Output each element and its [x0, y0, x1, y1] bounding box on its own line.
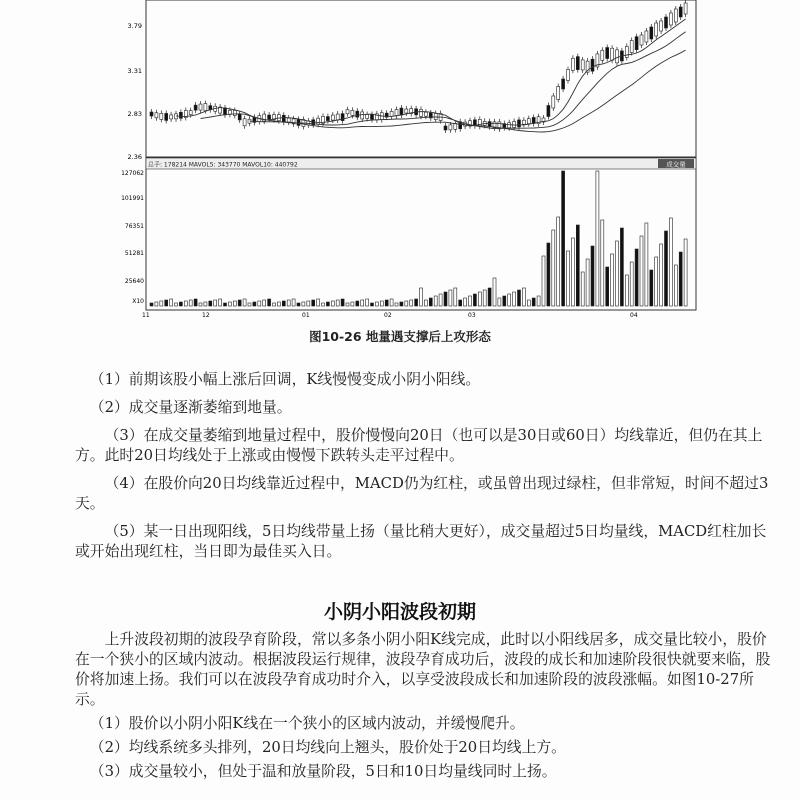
- price-tick-label: 2.36: [127, 153, 142, 161]
- candle: [571, 58, 574, 70]
- volume-bar: [596, 171, 599, 306]
- candle: [557, 87, 560, 100]
- candle: [547, 106, 550, 117]
- candle: [204, 104, 207, 111]
- candle: [611, 48, 614, 60]
- volume-bar: [248, 303, 251, 306]
- candle: [400, 108, 403, 115]
- candle: [268, 115, 271, 119]
- volume-bar: [469, 296, 472, 306]
- body-paragraph: 上升波段初期的波段孕育阶段，常以多条小阴小阳K线完成，此时以小阳线居多，成交量比较小，股价在一个狭小的区域内波动。根据波段运行规律，波段孕育成功后，波段的成长和加速阶段很快就要来临，股价将加速上扬。我们可以在波段孕育成功时介入，以享受波段成长和加速阶段的波段涨幅。如图10-27所示。: [75, 631, 771, 708]
- volume-bar: [336, 300, 339, 306]
- volume-tick-label: X10: [132, 298, 144, 305]
- list-item: （3）成交量较小，但处于温和放量阶段，5日和10日均量线同时上扬。: [89, 763, 557, 780]
- volume-bar: [224, 303, 227, 306]
- volume-bar: [253, 302, 256, 306]
- date-tick-label: 11: [142, 312, 150, 319]
- volume-bar: [258, 301, 261, 306]
- volume-bar: [459, 300, 462, 306]
- volume-bar: [674, 265, 677, 306]
- volume-bar: [527, 300, 530, 306]
- volume-bar: [630, 262, 633, 306]
- candle: [581, 60, 584, 70]
- volume-bar: [616, 241, 619, 306]
- volume-bar: [233, 301, 236, 306]
- volume-bar: [571, 238, 574, 306]
- volume-bar: [415, 299, 418, 306]
- candle: [444, 126, 447, 130]
- stock-chart-figure: [118, 0, 708, 320]
- volume-bar: [189, 300, 192, 306]
- section-heading: 小阴小阳波段初期: [323, 601, 476, 623]
- candle: [640, 35, 643, 45]
- volume-bar: [268, 299, 271, 306]
- volume-bar: [273, 303, 276, 306]
- candlestick-series: [150, 0, 687, 133]
- candle: [224, 108, 227, 115]
- list-item: （2）成交量逐渐萎缩到地量。: [89, 399, 292, 416]
- candle: [645, 31, 648, 42]
- candle: [660, 21, 663, 31]
- volume-bar: [155, 302, 158, 306]
- volume-bar: [356, 301, 359, 306]
- candle: [576, 57, 579, 70]
- volume-bar: [503, 296, 506, 306]
- candle: [488, 122, 491, 127]
- date-tick-label: 04: [630, 312, 638, 319]
- list-item: （2）均线系统多头排列，20日均线向上翘头，股价处于20日均线上方。: [89, 739, 566, 756]
- volume-bar: [238, 300, 241, 306]
- volume-bar: [165, 300, 168, 306]
- list-item: （1）前期该股小幅上涨后回调，K线慢慢变成小阴小阳线。: [89, 371, 481, 388]
- volume-bar: [464, 298, 467, 306]
- volume-bar: [307, 301, 310, 306]
- candle: [434, 113, 437, 119]
- volume-bar: [522, 288, 525, 306]
- candle: [361, 112, 364, 119]
- candle: [336, 114, 339, 120]
- volume-bar: [292, 299, 295, 306]
- candle: [189, 111, 192, 115]
- candle: [326, 117, 329, 121]
- volume-bar: [199, 303, 202, 306]
- volume-bar: [194, 299, 197, 306]
- volume-bar: [498, 298, 501, 306]
- volume-bar: [562, 171, 565, 306]
- volume-bar: [263, 300, 266, 306]
- volume-bar: [219, 299, 222, 306]
- candle: [155, 113, 158, 118]
- volume-bar: [537, 296, 540, 306]
- candle: [331, 115, 334, 120]
- volume-bar: [351, 302, 354, 306]
- volume-tick-label: 25640: [124, 278, 144, 285]
- volume-bar: [591, 246, 594, 306]
- volume-bar: [483, 290, 486, 306]
- volume-bar: [488, 288, 491, 306]
- candle: [424, 112, 427, 116]
- candle: [650, 27, 653, 39]
- volume-bar: [434, 296, 437, 306]
- list-item: （1）股价以小阴小阳K线在一个狭小的区域内波动，并缓慢爬升。: [89, 715, 525, 732]
- volume-bar: [552, 230, 555, 306]
- volume-bar: [645, 223, 648, 306]
- volume-bar: [532, 298, 535, 306]
- volume-bar: [341, 299, 344, 306]
- volume-tick-label: 101991: [121, 195, 144, 202]
- volume-bar: [576, 225, 579, 306]
- volume-bar: [586, 259, 589, 306]
- candle: [532, 117, 535, 123]
- volume-bar: [312, 300, 315, 306]
- volume-bar: [429, 298, 432, 306]
- candle: [679, 7, 682, 17]
- candle: [238, 114, 241, 120]
- candle: [233, 110, 236, 115]
- volume-bar: [424, 300, 427, 306]
- volume-bar: [660, 244, 663, 306]
- candle: [616, 50, 619, 63]
- volume-bar: [302, 302, 305, 306]
- volume-bar: [277, 302, 280, 306]
- volume-bar: [317, 299, 320, 306]
- price-tick-label: 3.31: [127, 67, 142, 75]
- volume-bar: [297, 303, 300, 306]
- volume-tick-label: 51281: [124, 250, 144, 257]
- section1-list: [75, 370, 777, 570]
- volume-bar: [611, 254, 614, 306]
- volume-bar: [385, 300, 388, 306]
- volume-bar: [478, 292, 481, 306]
- candle: [395, 110, 398, 116]
- volume-bar: [449, 290, 452, 306]
- volume-bar: [400, 302, 403, 306]
- volume-bar: [620, 228, 623, 306]
- volume-tick-label: 127062: [121, 170, 144, 177]
- volume-bar: [513, 292, 516, 306]
- candle: [371, 114, 374, 119]
- candle: [518, 120, 521, 127]
- volume-bar: [282, 301, 285, 306]
- candle: [199, 104, 202, 110]
- candle: [150, 112, 153, 116]
- volume-bar: [655, 257, 658, 306]
- volume-bar: [547, 243, 550, 306]
- volume-bar: [179, 302, 182, 306]
- candle: [243, 119, 246, 126]
- candle: [684, 3, 687, 14]
- price-tick-label: 2.83: [127, 110, 142, 118]
- volume-bar: [209, 301, 212, 306]
- candle: [508, 123, 511, 128]
- volume-bar: [287, 300, 290, 306]
- candle: [160, 113, 163, 119]
- candle: [405, 109, 408, 113]
- candle: [625, 46, 628, 57]
- volume-bar: [679, 252, 682, 306]
- candle: [635, 37, 638, 50]
- candle: [317, 118, 320, 124]
- volume-bar: [243, 299, 246, 306]
- volume-header-badge: 成交量: [666, 160, 686, 169]
- volume-bar: [601, 220, 604, 306]
- volume-bar: [493, 278, 496, 306]
- candle: [194, 105, 197, 110]
- candle: [449, 125, 452, 130]
- volume-bar: [518, 290, 521, 306]
- volume-bar: [371, 303, 374, 306]
- volume-bar: [175, 303, 178, 306]
- candlestick-volume-chart: [118, 0, 708, 320]
- date-tick-label: 03: [468, 312, 476, 319]
- candle: [567, 70, 570, 81]
- list-item: （4）在股价向20日均线靠近过程中，MACD仍为红柱，或虽曾出现过绿柱，但非常短，时间不超过3天。: [75, 475, 769, 512]
- volume-bar: [395, 303, 398, 306]
- volume-bar: [375, 302, 378, 306]
- volume-bar: [184, 301, 187, 306]
- date-tick-label: 02: [384, 312, 392, 319]
- volume-bar: [322, 303, 325, 306]
- candle: [170, 115, 173, 119]
- volume-bar: [390, 299, 393, 306]
- volume-bar: [650, 270, 653, 306]
- volume-bar: [160, 301, 163, 306]
- list-item: （5）某一日出现阳线，5日均线带量上扬（量比稍大更好），成交量超过5日均量线，MACD红柱加长或开始出现红柱，当日即为最佳买入日。: [75, 523, 767, 560]
- volume-bar: [170, 299, 173, 306]
- volume-bar: [567, 251, 570, 306]
- volume-bar: [557, 217, 560, 306]
- volume-bar: [473, 294, 476, 306]
- candle: [665, 17, 668, 28]
- candle: [297, 119, 300, 125]
- volume-bar: [326, 302, 329, 306]
- volume-bar: [214, 300, 217, 306]
- volume-bar: [640, 236, 643, 306]
- candle: [601, 50, 604, 60]
- volume-bar: [380, 301, 383, 306]
- volume-bar: [366, 299, 369, 306]
- volume-bar: [684, 239, 687, 306]
- volume-bar: [606, 267, 609, 306]
- volume-bar: [669, 218, 672, 306]
- price-tick-label: 3.79: [127, 22, 142, 30]
- candle: [522, 120, 525, 124]
- volume-bar: [331, 301, 334, 306]
- figure-caption: 图10-26 地量遇支撑后上攻形态: [309, 329, 491, 344]
- candle: [346, 110, 349, 114]
- candle: [562, 79, 565, 89]
- moving-average-line: [201, 32, 686, 129]
- price-panel-frame: [146, 0, 696, 157]
- volume-bar: [439, 294, 442, 306]
- candle: [356, 111, 359, 117]
- volume-bar: [410, 300, 413, 306]
- candle: [669, 13, 672, 25]
- volume-bar: [625, 275, 628, 306]
- candle: [591, 59, 594, 71]
- candle: [287, 118, 290, 122]
- volume-bar: [508, 294, 511, 306]
- candle: [420, 109, 423, 116]
- volume-tick-label: 76351: [124, 223, 144, 230]
- volume-bar: [635, 249, 638, 306]
- volume-bar: [581, 272, 584, 306]
- candle: [366, 114, 369, 118]
- candle: [552, 96, 555, 108]
- candle: [630, 41, 633, 53]
- volume-bar: [454, 288, 457, 306]
- date-tick-label: 12: [202, 312, 210, 319]
- volume-bar: [420, 288, 423, 306]
- list-item: （3）在成交量萎缩到地量过程中，股价慢慢向20日（也可以是30日或60日）均线靠近，但仍在其上方。此时20日均线处于上涨或由慢慢下跌转头走平过程中。: [75, 427, 763, 464]
- volume-bars: [150, 171, 687, 306]
- candle: [282, 115, 285, 122]
- candle: [606, 48, 609, 59]
- date-tick-label: 01: [302, 312, 310, 319]
- volume-bar: [204, 302, 207, 306]
- candle: [527, 119, 530, 124]
- volume-bar: [361, 300, 364, 306]
- section2-body: [75, 630, 777, 786]
- candle: [390, 111, 393, 116]
- volume-bar: [542, 256, 545, 306]
- candle: [165, 113, 168, 120]
- candle: [454, 123, 457, 129]
- volume-bar: [405, 301, 408, 306]
- volume-bar: [665, 231, 668, 306]
- candle: [179, 112, 182, 118]
- volume-bar: [346, 303, 349, 306]
- volume-bar: [444, 292, 447, 306]
- candle: [655, 23, 658, 36]
- volume-header-text: 总手: 178214 MAVOL5: 343770 MAVOL10: 440792: [148, 161, 298, 169]
- candle: [351, 110, 354, 115]
- volume-bar: [150, 303, 153, 306]
- candle: [674, 9, 677, 22]
- volume-bar: [228, 302, 231, 306]
